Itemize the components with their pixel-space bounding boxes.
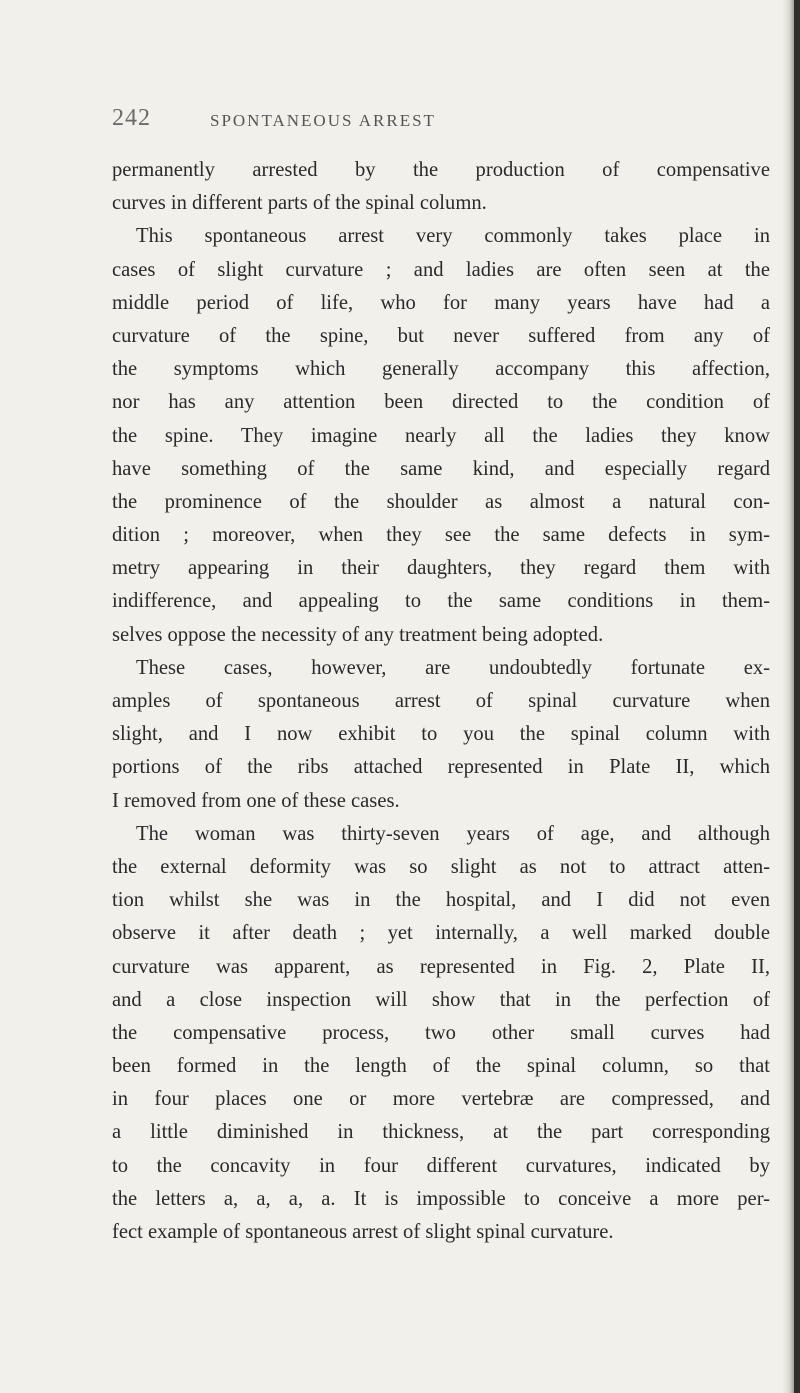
text-line: These cases, however, are undoubtedly fortunate ex- — [136, 656, 770, 679]
text-line: a little diminished in thickness, at the part corresponding — [112, 1121, 770, 1144]
text-line: This spontaneous arrest very commonly takes place in — [136, 225, 770, 248]
text-line: fect example of spontaneous arrest of slight spinal curvature. — [112, 1221, 614, 1243]
page-edge — [794, 0, 800, 1393]
text-line: curvature of the spine, but never suffered from any of — [112, 324, 770, 347]
text-line: cases of slight curvature ; and ladies are often seen at the — [112, 258, 770, 281]
text-line: middle period of life, who for many years have had a — [112, 291, 770, 314]
body-text — [112, 154, 770, 1249]
text-line: in four places one or more vertebræ are compressed, and — [112, 1088, 770, 1111]
text-line: metry appearing in their daughters, they regard them with — [112, 557, 770, 580]
text-line: to the concavity in four different curvatures, indicated by — [112, 1154, 770, 1177]
text-line: selves oppose the necessity of any treatment being adopted. — [112, 623, 604, 646]
text-line: The woman was thirty-seven years of age, and although — [136, 822, 770, 845]
page-number: 242 — [112, 105, 151, 131]
text-line: curvature was apparent, as represented in Fig. 2, Plate II, — [112, 955, 770, 978]
text-line: the prominence of the shoulder as almost a natural con- — [112, 490, 770, 513]
text-line: the external deformity was so slight as not to attract atten- — [112, 855, 770, 878]
text-line: portions of the ribs attached represented in Plate II, which — [112, 756, 770, 779]
text-line: slight, and I now exhibit to you the spinal column with — [112, 723, 770, 746]
text-line: have something of the same kind, and especially regard — [112, 457, 770, 480]
text-line: indifference, and appealing to the same conditions in them- — [112, 590, 770, 613]
text-line: been formed in the length of the spinal column, so that — [112, 1055, 770, 1078]
text-line: the compensative process, two other small curves had — [112, 1021, 770, 1044]
text-line: and a close inspection will show that in the perfection of — [112, 988, 770, 1011]
text-line: the spine. They imagine nearly all the ladies they know — [112, 424, 770, 447]
text-line: curves in different parts of the spinal column. — [112, 192, 487, 215]
text-line: dition ; moreover, when they see the same defects in sym- — [112, 524, 770, 547]
text-line: observe it after death ; yet internally, a well marked double — [112, 922, 770, 945]
text-line: nor has any attention been directed to the condition of — [112, 391, 770, 414]
text-line: tion whilst she was in the hospital, and I did not even — [112, 889, 770, 912]
page-header — [112, 105, 772, 145]
text-line: the letters a, a, a, a. It is impossible to conceive a more per- — [112, 1187, 770, 1210]
text-line: permanently arrested by the production of compensative — [112, 159, 770, 181]
text-line: the symptoms which generally accompany this affection, — [112, 358, 770, 381]
text-line: amples of spontaneous arrest of spinal curvature when — [112, 690, 770, 712]
text-line: I removed from one of these cases. — [112, 789, 400, 812]
running-head: SPONTANEOUS ARREST — [210, 111, 436, 130]
